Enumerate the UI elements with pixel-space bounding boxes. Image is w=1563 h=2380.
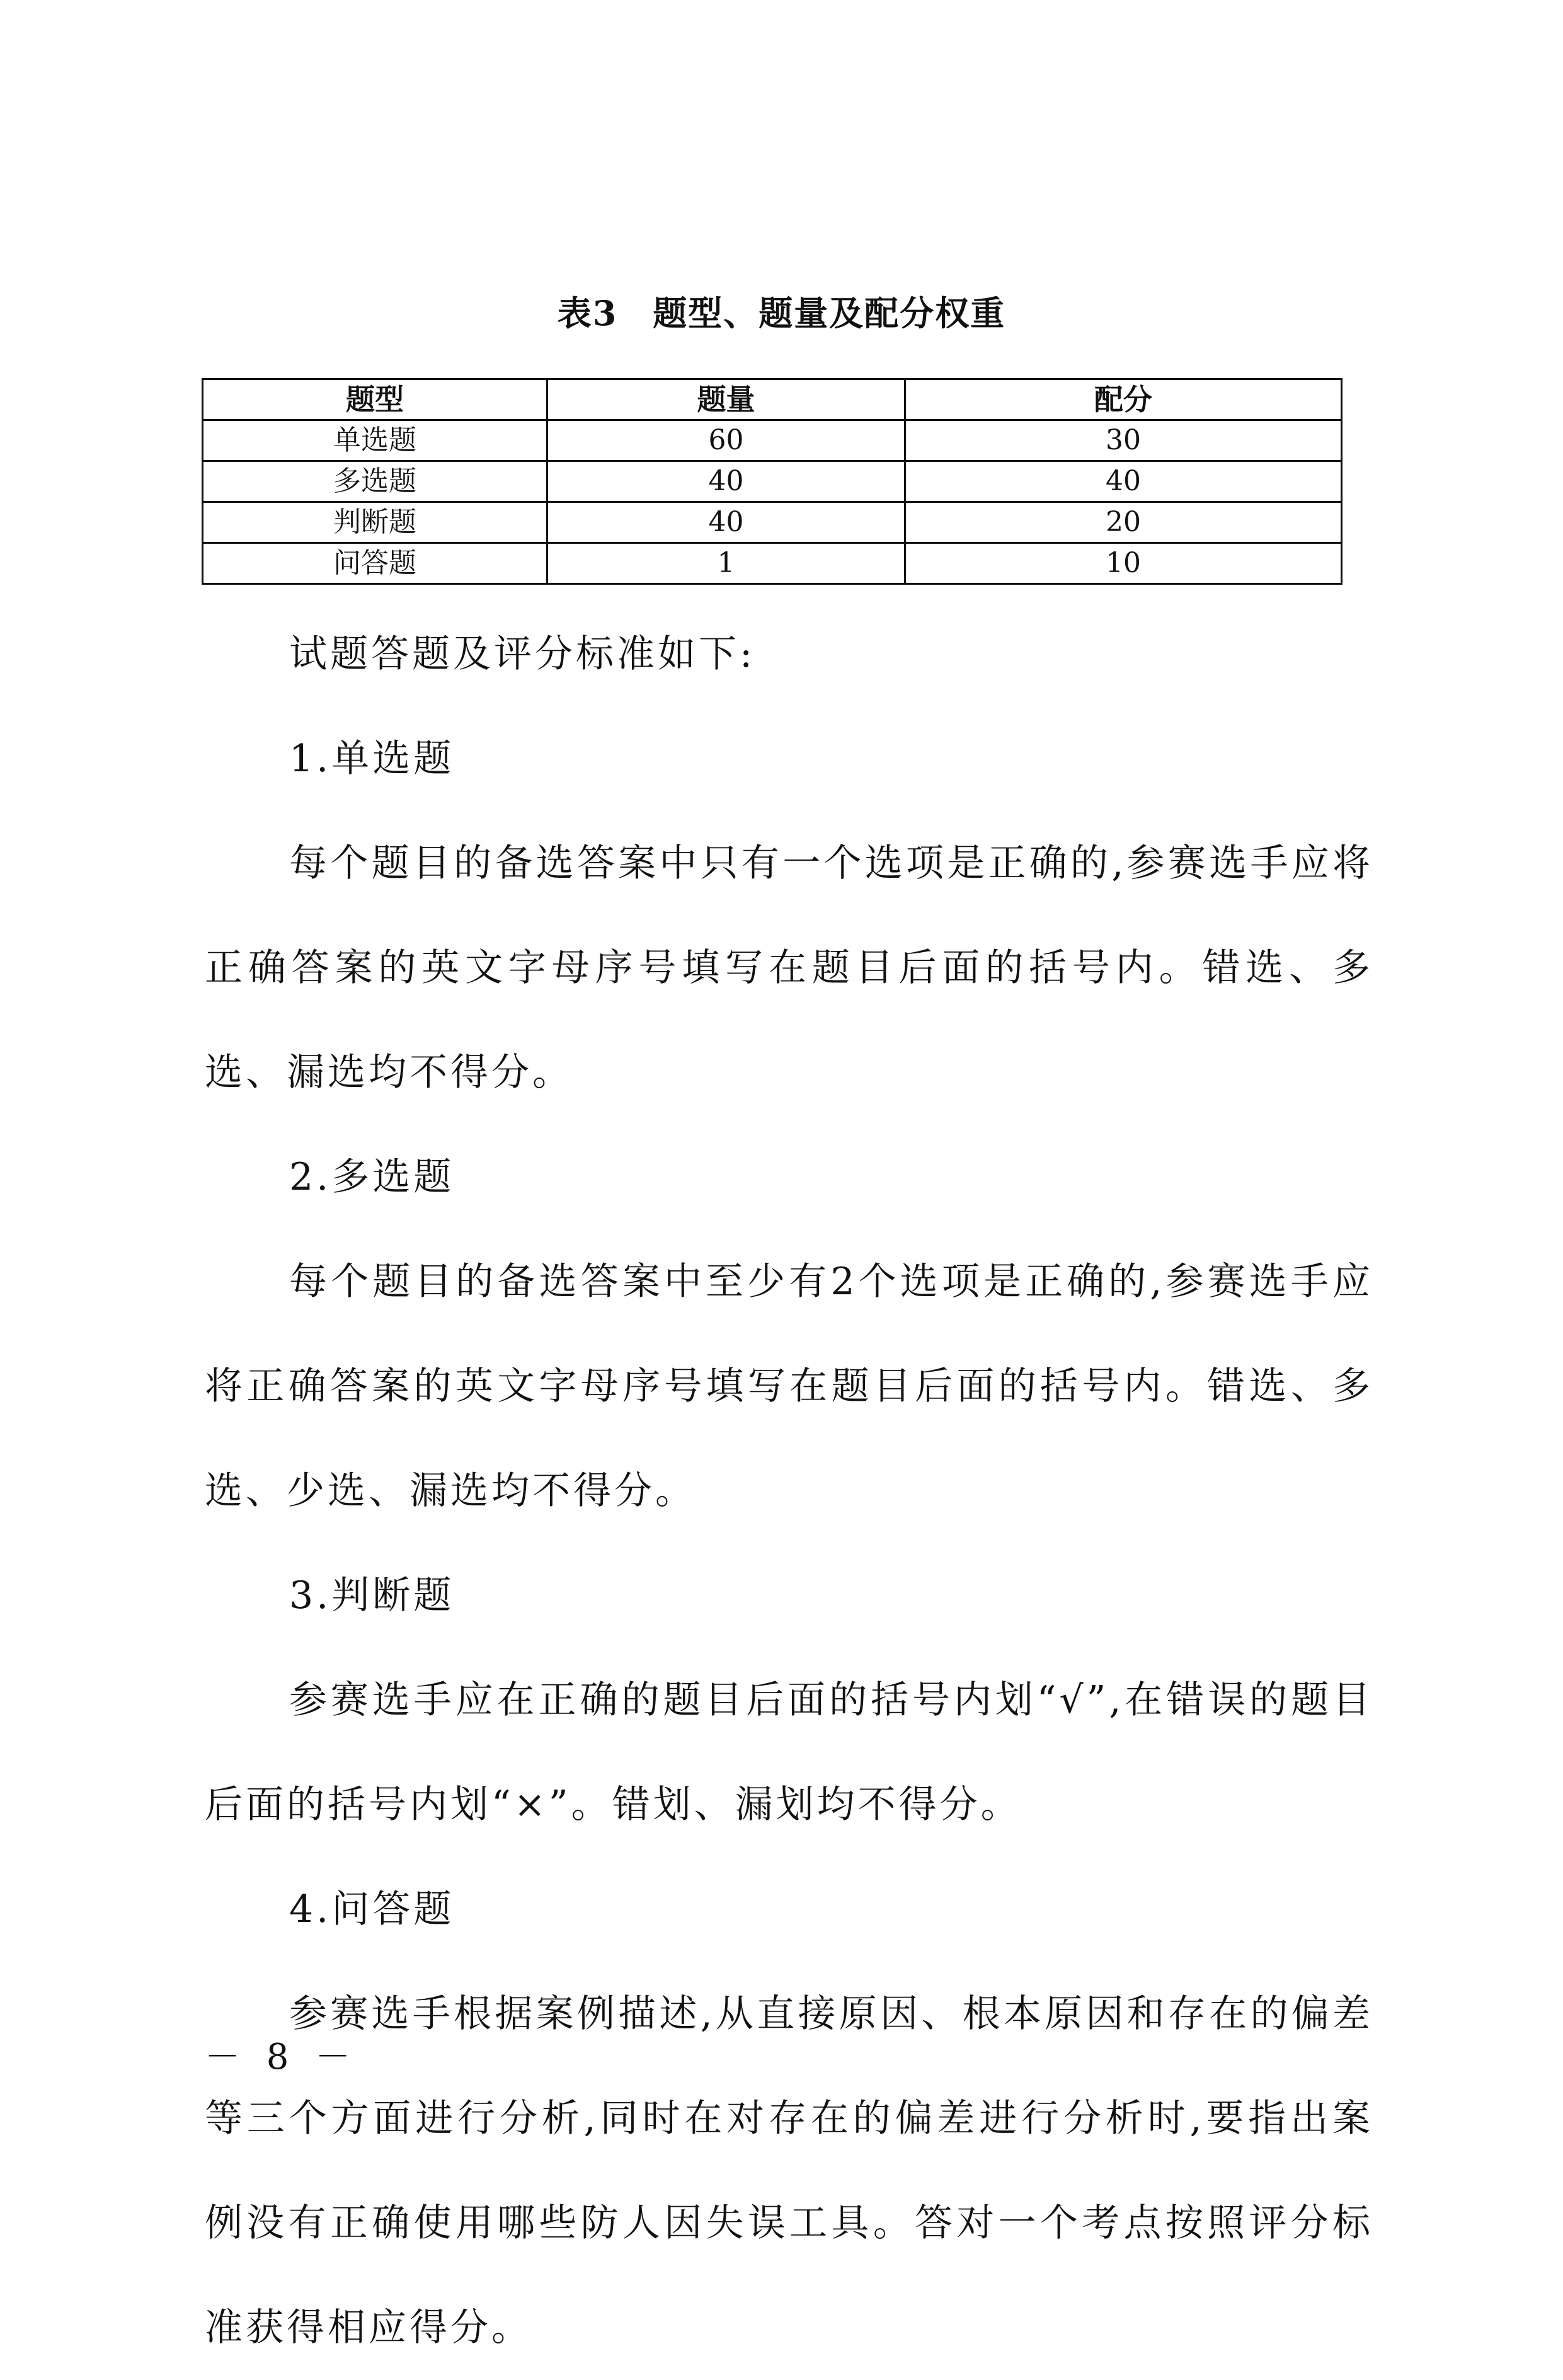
section-heading-qa: 4.问答题 — [289, 1887, 455, 1931]
section-heading-true-false: 3.判断题 — [289, 1573, 455, 1618]
cell-score: 10 — [905, 543, 1342, 584]
table-row — [203, 543, 1342, 584]
cell-score: 40 — [905, 461, 1342, 502]
cell-score: 20 — [905, 502, 1342, 543]
table-title: 表3 题型、题量及配分权重 — [557, 293, 1006, 333]
section-heading-multiple-choice: 2.多选题 — [289, 1155, 455, 1199]
cell-count: 40 — [547, 461, 905, 502]
single-choice-paragraph: 每个题目的备选答案中只有一个选项是正确的,参赛选手应将正确答案的英文字母序号填写在题目后面的括号内。错选、多选、漏选均不得分。 — [205, 841, 1373, 1095]
body-text — [205, 602, 1373, 2380]
true-false-paragraph: 参赛选手应在正确的题目后面的括号内划“√”,在错误的题目后面的括号内划“×”。错划、漏划均不得分。 — [205, 1678, 1373, 1827]
table-header-row — [203, 379, 1342, 420]
header-question-type: 题型 — [203, 379, 547, 420]
header-question-count: 题量 — [547, 379, 905, 420]
cell-type: 问答题 — [203, 543, 547, 584]
multiple-choice-paragraph: 每个题目的备选答案中至少有2个选项是正确的,参赛选手应将正确答案的英文字母序号填写在题目后面的括号内。错选、多选、少选、漏选均不得分。 — [205, 1260, 1373, 1513]
intro-paragraph: 试题答题及评分标准如下: — [289, 632, 756, 676]
page-number: － 8 － — [205, 2037, 358, 2078]
score-weight-table — [202, 378, 1343, 585]
qa-paragraph: 参赛选手根据案例描述,从直接原因、根本原因和存在的偏差等三个方面进行分析,同时在对存在的偏差进行分析时,要指出案例没有正确使用哪些防人因失误工具。答对一个考点按照评分标准获得相应得分。 — [205, 1992, 1373, 2350]
cell-count: 40 — [547, 502, 905, 543]
cell-score: 30 — [905, 420, 1342, 461]
header-score: 配分 — [905, 379, 1342, 420]
cell-type: 多选题 — [203, 461, 547, 502]
section-heading-single-choice: 1.单选题 — [289, 737, 455, 781]
cell-count: 1 — [547, 543, 905, 584]
cell-type: 判断题 — [203, 502, 547, 543]
table-row — [203, 461, 1342, 502]
table-row — [203, 502, 1342, 543]
table-row — [203, 420, 1342, 461]
cell-count: 60 — [547, 420, 905, 461]
cell-type: 单选题 — [203, 420, 547, 461]
